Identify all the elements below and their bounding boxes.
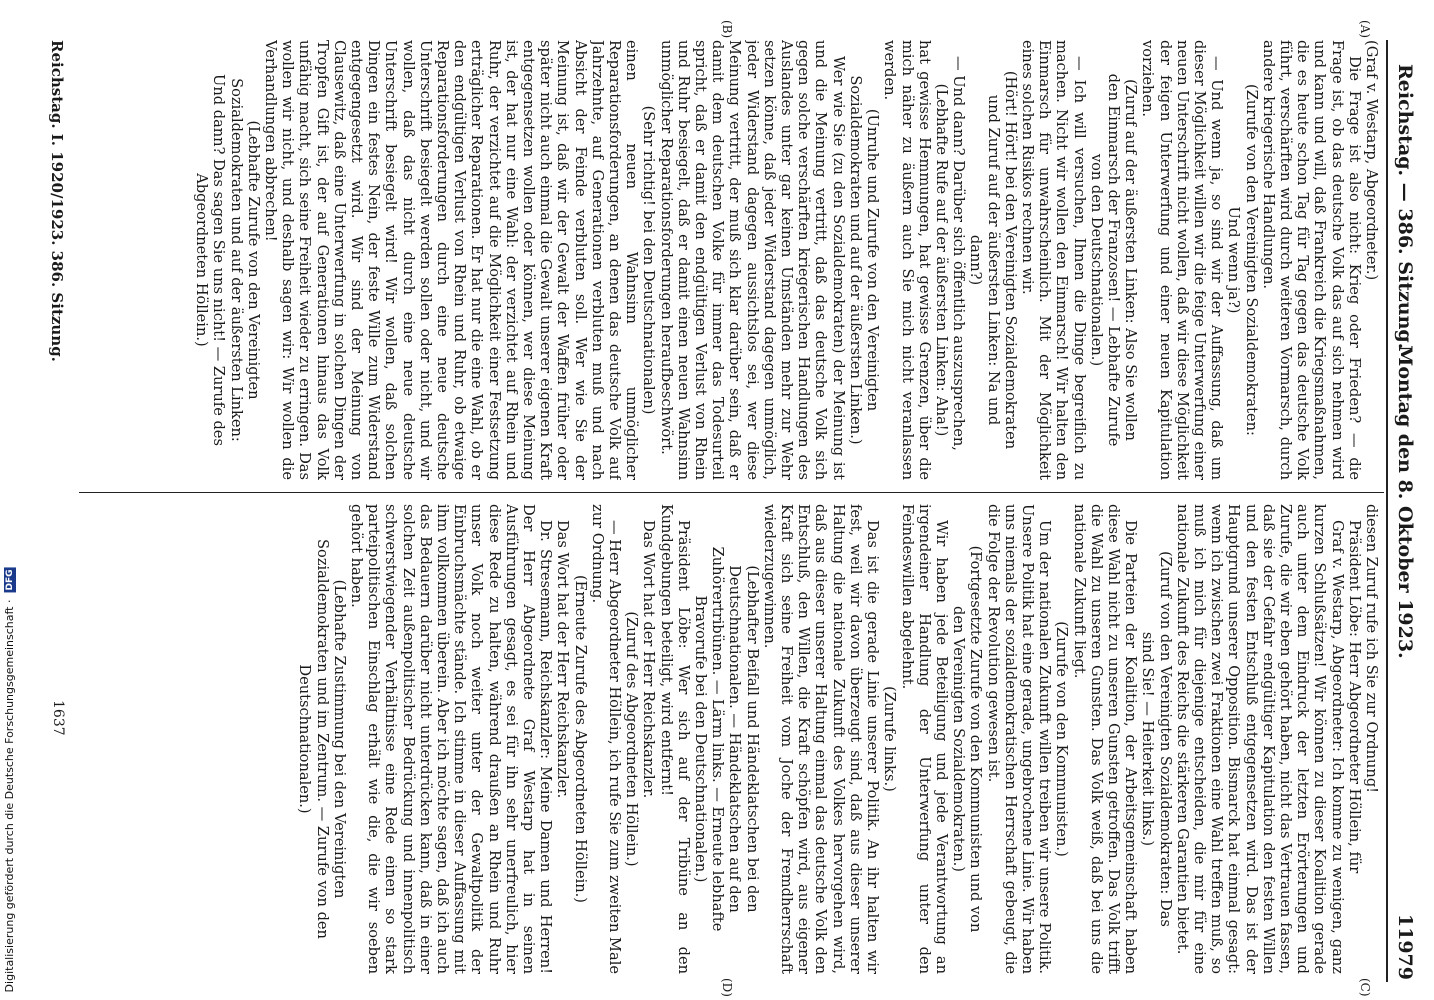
left-paragraph: — Ich will versuchen, Ihnen die Dinge begreiflich zu machen. Nicht wir wollen den Einmarsch! Wir halten den Einmarsch für unwahrscheinlich. Mit der Möglichkeit eines solchen Risikos rechnen wir. bbox=[1018, 40, 1088, 480]
right-paragraph: Präsident Löbe: Wer sich auf der Tribüne an den Kundgebungen beteiligt, wird entfernt! bbox=[657, 504, 692, 974]
left-paragraph: Wer wie Sie (zu den Sozialdemokraten) der Meinung ist und die Meinung vertritt, daß das deutsche Volk sich gegen solche verschärften kriegerischen Handlungen des Auslandes unter gar keinen Umständen mehr zur Wehr setzen könne, daß jeder Widerstand dagegen unmöglich, jeder Widerstand dagegen aussichtslos sei, wer diese Meinung vertritt, der muß sich klar darüber sein, daß er damit dem deutschen Volke für immer das Todesurteil spricht, daß er damit den endgültigen Verlust von Rhein und Ruhr besiegelt, daß er damit einen neuen Wahnsinn unmöglicher Reparationsforderungen heraufbeschwört. bbox=[657, 40, 847, 480]
left-paragraph: (Lebhafte Rufe auf der äußersten Linken: Aha!) bbox=[932, 83, 950, 437]
right-paragraph: (Zurufe links.) bbox=[881, 686, 899, 792]
right-paragraph: Die Parteien der Koalition, der Arbeitsgemeinschaft haben diese Wahl nicht zu unseren Gunsten getroffen. Das Volk trifft die Wahl zu unseren Gunsten. Das Volk weiß, daß bei uns die nationale Zukunft liegt. bbox=[1070, 504, 1140, 974]
right-paragraph: (Zurufe von den Kommunisten.) bbox=[1053, 621, 1071, 857]
digitization-credit bbox=[0, 0, 22, 1000]
right-paragraph: Präsident Löbe: Herr Abgeordneter Höllein, für bbox=[1345, 520, 1363, 874]
left-paragraph: (Unruhe und Zurufe von den Vereinigten Sozialdemokraten und auf der äußersten Linken.) bbox=[846, 75, 882, 445]
column-divider bbox=[79, 492, 1384, 493]
left-paragraph: (Lebhafte Zurufe von den Vereinigten Sozialdemokraten und auf der äußersten Linken: Und dann? Das sagen Sie uns nicht! — Zurufe des Abgeordneten Höllein.) bbox=[193, 74, 262, 446]
right-paragraph: Das Wort hat der Herr Reichskanzler. bbox=[640, 520, 658, 799]
left-paragraph: (Sehr richtig! bei den Deutschnationalen) bbox=[640, 105, 658, 415]
right-paragraph: Graf v. Westarp, Abgeordneter: Ich komme zu wenigen, ganz kurzen Schlußsätzen! Wir können zu dieser Koalition gerade auch unter dem Eindruck der letzten Erörterungen und Zurufe, die wir eben gehört haben, nicht das Vertrauen fassen, daß sie der Gefahr endgültiger Kapitulation den festen Willen und den festen Entschluß entgegensetzen wird. Das ist der Hauptgrund unserer Opposition. Bismarck hat einmal gesagt: wenn ich zwischen zwei Fraktionen eine Wahl treffen muß, so muß ich mich für diejenige entscheiden, die mir für eine nationale Zukunft des Reichs die stärkeren Garantien bietet. bbox=[1173, 504, 1346, 974]
left-paragraph: — Und wenn ja, so sind wir der Auffassung, daß um dieser Möglichkeit willen wir die feige Unterwerfung einer neuen Unterschrift nicht wollen, daß wir diese Möglichkeit der feigen Unterwerfung und einer neuen Kapitulation vorziehen. bbox=[1139, 40, 1226, 480]
right-paragraph: Wir haben jede Beteiligung und jede Verantwortung an irgendeiner Handlung der Unterwerfung unter den Feindeswillen abgelehnt. bbox=[898, 504, 950, 974]
left-column bbox=[80, 40, 1380, 480]
right-paragraph: Dr. Stresemann, Reichskanzler: Meine Damen und Herren! Der Herr Abgeordnete Graf Westarp hat in seinen Ausführungen gesagt, es sei für ihn sehr unerfreulich, hier diese Rede zu halten, während draußen an Rhein und Ruhr unser Volk noch weiter unter der Gewaltpolitik der Einbruchsmächte stände. Ich stimme in dieser Auffassung mit ihm vollkommen überein. Aber ich möchte sagen, daß ich auch das Bedauern darüber nicht unterdrücken kann, daß in einer solchen Zeit außenpolitischer Bedrückung und innenpolitisch schwerstwiegender Verhältnisse eine Rede einen so stark parteipolitischen Einschlag erhält wie die, die wir soeben gehört haben. bbox=[348, 504, 555, 974]
left-paragraph: (Hört! Hört! bei den Vereinigten Sozialdemokraten und Zuruf auf der äußersten Linken: Na und dann?) bbox=[967, 70, 1019, 450]
right-paragraph: Um der nationalen Zukunft willen treiben wir unsere Politik. Unsere Politik hat eine gerade, ungebrochene Linie. Wir haben uns niemals der sozialdemokratischen Herrschaft gebeugt, die die Folge der Revolution gewesen ist. bbox=[984, 504, 1054, 974]
right-paragraph: diesen Zuruf rufe ich Sie zur Ordnung! bbox=[1363, 504, 1380, 794]
left-paragraph: (Graf v. Westarp, Abgeordneter.) bbox=[1363, 40, 1380, 281]
left-paragraph: (Zuruf auf der äußersten Linken: Also Sie wollen den Einmarsch der Franzosen! — Lebhafte Zurufe von den Deutschnationalen.) bbox=[1087, 73, 1140, 447]
margin-mark-a: (A) bbox=[1358, 20, 1372, 39]
dfg-logo: DFG bbox=[5, 568, 15, 590]
right-paragraph: Das ist die gerade Linie unserer Politik. An ihr halten wir fest, weil wir davon überzeugt sind, daß aus dieser unserer Haltung die nationale Zukunft des Volkes hervorgehen wird, daß aus dieser unserer Haltung einmal das deutsche Volk den Entschluß, den Willen, die Kraft schöpfen wird, aus eigener Kraft sich seine Freiheit vom Joche der Fremdherrschaft wiederzugewinnen. bbox=[760, 504, 882, 974]
right-paragraph: — Herr Abgeordneter Höllein, ich rufe Sie zum zweiten Male zur Ordnung. bbox=[588, 504, 624, 974]
right-paragraph: (Zuruf des Abgeordneten Höllein.) bbox=[623, 611, 641, 867]
header-page-number: 11979 bbox=[1394, 913, 1416, 980]
left-paragraph: hat gewisse Hemmungen, hat gewisse Grenzen, über die mich näher zu äußern auch Sie mich nicht veranlassen werden. bbox=[881, 40, 933, 480]
header-center: Montag den 8. Oktober 1923. bbox=[1394, 345, 1416, 659]
right-paragraph: Das Wort hat der Herr Reichskanzler. bbox=[554, 520, 572, 799]
margin-mark-d: (D) bbox=[720, 978, 734, 997]
margin-mark-b: (B) bbox=[720, 20, 734, 39]
footer-page-number: 1637 bbox=[50, 700, 66, 736]
right-paragraph: (Fortgesetzte Zurufe von den Kommunisten und von den Vereinigten Sozialdemokraten.) bbox=[950, 545, 985, 933]
header-rule bbox=[1386, 40, 1388, 982]
footer-left: Reichstag. I. 1920/1923. 386. Sitzung. bbox=[48, 40, 66, 362]
right-column bbox=[80, 504, 1380, 974]
right-paragraph: (Lebhafter Beifall und Händeklatschen bei den Deutschnationalen. — Händeklatschen auf den Zuhörertribünen. — Lärm links. — Erneute lebhafte Bravorufe bei den Deutschnationalen.) bbox=[692, 546, 761, 932]
left-paragraph: — Und dann? Darüber sich öffentlich auszusprechen, bbox=[950, 56, 968, 451]
right-paragraph: (Lebhafte Zustimmung bei den Vereinigten Sozialdemokraten und im Zentrum. — Zurufe von den Deutschnationalen.) bbox=[296, 539, 348, 939]
margin-mark-c: (C) bbox=[1358, 978, 1372, 997]
header-left: Reichstag. — 386. Sitzung. bbox=[1394, 64, 1416, 350]
left-paragraph: (Zurufe von den Vereinigten Sozialdemokraten: Und wenn ja?) bbox=[1225, 84, 1260, 436]
left-paragraph: einen neuen Wahnsinn unmöglicher Reparationsforderungen, an denen das deutsche Volk auf Jahrzehnte, auf Generationen verbluten muß und nach Absicht der Feinde verbluten soll. Wer wie Sie der Meinung ist, daß wir der Gewalt der Waffen früher oder später nicht auch einmal die Gewalt unserer eigenen Kraft entgegensetzen wollen oder können, wer diese Meinung ist, der hat nur eine Wahl: der verzichtet auf Rhein und Ruhr, der verzichtet auf die Möglichkeit einer Festsetzung erträglicher Reparationen. Er hat nur die eine Wahl, ob er den endgültigen Verlust von Rhein und Ruhr, ob etwaige Reparationsforderungen durch eine neue deutsche Unterschrift besiegelt werden sollen oder nicht, und wir wollen, daß das nicht durch eine neue deutsche Unterschrift besiegelt wird! Wir wollen, daß solchen Dingen ein festes Nein, der feste Wille zum Widerstand entgegengesetzt wird. Wir sind der Meinung von Clausewitz, daß eine Unterwerfung in solchen Dingen der Tropfen Gift ist, der auf Generationen hinaus das Volk unfähig macht, sich seine Freiheit wieder zu erringen. Das wollen wir nicht, und deshalb sagen wir: Wir wollen die Verhandlungen abbrechen! bbox=[262, 40, 641, 480]
right-paragraph: (Zuruf von den Vereinigten Sozialdemokraten: Das sind Sie! — Heiterkeit links.) bbox=[1139, 551, 1174, 927]
left-paragraph: Die Frage ist also nicht: Krieg oder Frieden? — die Frage ist, ob das deutsche Volk das auf sich nehmen wird und kann und will, daß Frankreich die Kriegsmaßnahmen, die es heute schon Tag für Tag gegen das deutsche Volk führt, verschärften wird durch weiteren Vormarsch, durch andere kriegerische Handlungen. bbox=[1259, 40, 1363, 480]
credit-text: Digitalisierung gefördert durch die Deutsche Forschungsgemeinschaft · bbox=[3, 599, 16, 992]
right-paragraph: (Erneute Zurufe des Abgeordneten Höllein.) bbox=[571, 574, 589, 904]
page-header bbox=[1390, 24, 1416, 980]
